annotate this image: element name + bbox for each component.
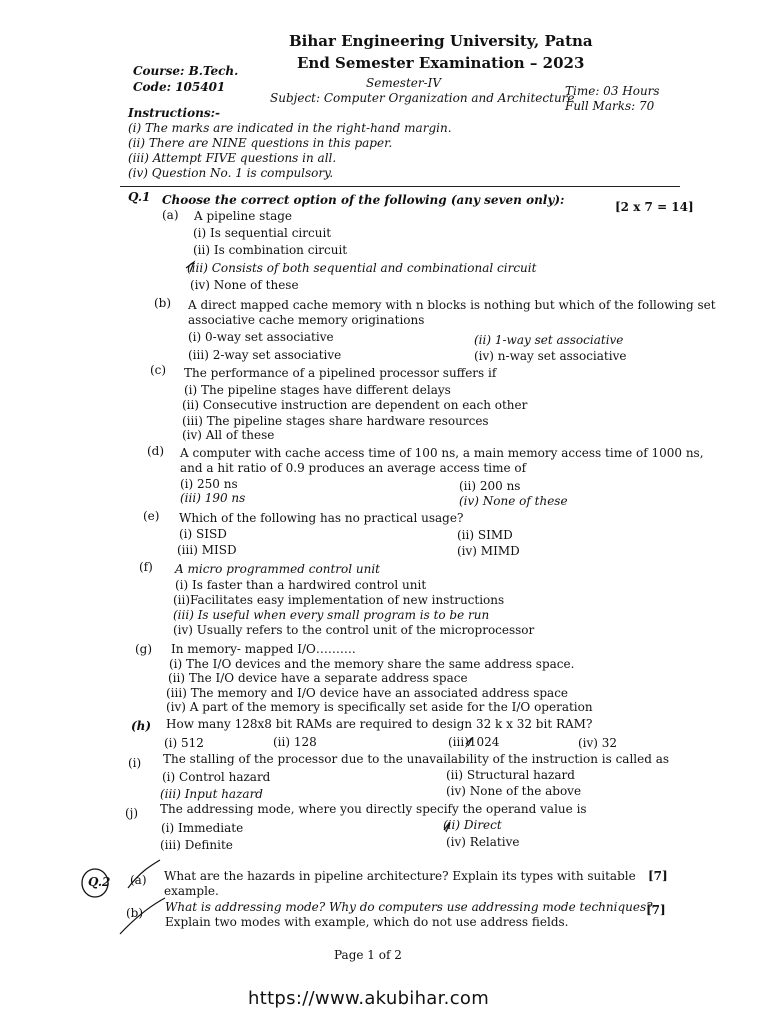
instruction-item: (iii) Attempt FIVE questions in all. xyxy=(128,151,337,165)
q1i-option: (i) Control hazard xyxy=(162,770,271,784)
q1f-option: (i) Is faster than a hardwired control unit xyxy=(175,578,427,592)
q1e-option: (iii) MISD xyxy=(177,543,237,557)
course: Course: B.Tech. xyxy=(133,64,239,78)
q1f-option: (iii) Is useful when every small program is to be run xyxy=(173,608,490,622)
q1h-label: (h) xyxy=(131,719,152,733)
q1j-option: (ii) Direct xyxy=(443,818,502,832)
q1a-option: (ii) Is combination circuit xyxy=(193,243,348,257)
q1h-option: (ii) 128 xyxy=(273,735,317,749)
q1d-stem: A computer with cache access time of 100 ns, a main memory access time of 1000 ns, xyxy=(180,446,704,460)
exam-title: End Semester Examination – 2023 xyxy=(297,54,585,72)
q1d-option: (ii) 200 ns xyxy=(459,479,521,493)
instruction-item: (i) The marks are indicated in the right-hand margin. xyxy=(128,121,452,135)
q1e-option: (i) SISD xyxy=(179,527,227,541)
q1g-label: (g) xyxy=(135,642,153,656)
q1j-option: (iii) Definite xyxy=(160,838,233,852)
q1b-option: (i) 0-way set associative xyxy=(188,330,334,344)
q1d-label: (d) xyxy=(147,444,165,458)
q1b-option: (iii) 2-way set associative xyxy=(188,348,342,362)
q1g-option: (iv) A part of the memory is specifically set aside for the I/O operation xyxy=(166,700,593,714)
q1c-option: (iii) The pipeline stages share hardware resources xyxy=(182,414,489,428)
q2a-text: What are the hazards in pipeline architecture? Explain its types with suitable xyxy=(164,869,636,883)
q1j-stem: The addressing mode, where you directly specify the operand value is xyxy=(160,802,587,816)
q1j-option: (iv) Relative xyxy=(446,835,520,849)
q1c-option: (ii) Consecutive instruction are dependent on each other xyxy=(182,398,528,412)
q1h-option: (iii)1024 xyxy=(448,735,500,749)
q1c-option: (i) The pipeline stages have different delays xyxy=(184,383,451,397)
q1a-option: (iii) Consists of both sequential and combinational circuit xyxy=(187,261,537,275)
subject: Subject: Computer Organization and Architecture xyxy=(270,91,575,105)
q2a-marks: [7] xyxy=(648,869,668,883)
q1e-stem: Which of the following has no practical usage? xyxy=(179,511,464,525)
q1b-stem: A direct mapped cache memory with n blocks is nothing but which of the following set xyxy=(188,298,716,312)
q2b-text: What is addressing mode? Why do computers use addressing mode techniques? xyxy=(165,900,653,914)
full-marks: Full Marks: 70 xyxy=(565,99,655,113)
q1c-label: (c) xyxy=(150,363,167,377)
q1g-option: (ii) The I/O device have a separate address space xyxy=(168,671,468,685)
q1h-stem: How many 128x8 bit RAMs are required to design 32 k x 32 bit RAM? xyxy=(166,717,593,731)
q1a-option: (iv) None of these xyxy=(190,278,299,292)
q1j-label: (j) xyxy=(125,806,139,820)
q1e-option: (ii) SIMD xyxy=(457,528,513,542)
page-number: Page 1 of 2 xyxy=(334,948,402,962)
q1b-option: (iv) n-way set associative xyxy=(474,349,627,363)
q1i-option: (iv) None of the above xyxy=(446,784,582,798)
q1c-stem: The performance of a pipelined processor suffers if xyxy=(184,366,497,380)
q1i-option: (ii) Structural hazard xyxy=(446,768,575,782)
q1d-stem: and a hit ratio of 0.9 produces an average access time of xyxy=(180,461,527,475)
q1i-option: (iii) Input hazard xyxy=(160,787,263,801)
q1g-option: (i) The I/O devices and the memory share the same address space. xyxy=(169,657,575,671)
q1e-option: (iv) MIMD xyxy=(457,544,520,558)
q1f-label: (f) xyxy=(139,560,153,574)
q1-title: Choose the correct option of the following (any seven only): xyxy=(162,193,565,207)
q1f-option: (ii)Facilitates easy implementation of new instructions xyxy=(173,593,505,607)
q2-number: Q.2 xyxy=(88,875,111,889)
q1b-label: (b) xyxy=(154,296,172,310)
q1i-label: (i) xyxy=(128,756,142,770)
q2b-text: Explain two modes with example, which do not use address fields. xyxy=(165,915,569,929)
q1d-option: (i) 250 ns xyxy=(180,477,238,491)
q1-number: Q.1 xyxy=(128,190,151,204)
q1-marks: [2 x 7 = 14] xyxy=(615,200,694,214)
q1f-option: (iv) Usually refers to the control unit of the microprocessor xyxy=(173,623,535,637)
q1i-stem: The stalling of the processor due to the unavailability of the instruction is called as xyxy=(163,752,670,766)
q1g-option: (iii) The memory and I/O device have an associated address space xyxy=(166,686,569,700)
divider xyxy=(120,186,680,187)
semester: Semester-IV xyxy=(366,76,442,90)
q2a-label: (a) xyxy=(130,873,147,887)
instruction-item: (iv) Question No. 1 is compulsory. xyxy=(128,166,334,180)
instructions-title: Instructions:- xyxy=(128,106,220,120)
q1h-option: (iv) 32 xyxy=(578,736,618,750)
q1d-option: (iii) 190 ns xyxy=(180,491,246,505)
q1d-option: (iv) None of these xyxy=(459,494,568,508)
code: Code: 105401 xyxy=(133,80,226,94)
q2b-label: (b) xyxy=(126,906,144,920)
q1h-option: (i) 512 xyxy=(164,736,204,750)
university-name: Bihar Engineering University, Patna xyxy=(289,32,593,50)
q1a-label: (a) xyxy=(162,208,179,222)
q1c-option: (iv) All of these xyxy=(182,428,275,442)
time: Time: 03 Hours xyxy=(565,84,660,98)
q1f-stem: A micro programmed control unit xyxy=(175,562,380,576)
q1b-stem: associative cache memory originations xyxy=(188,313,425,327)
q1j-option: (i) Immediate xyxy=(161,821,244,835)
q1a-stem: A pipeline stage xyxy=(194,209,293,223)
q1g-stem: In memory- mapped I/O………. xyxy=(171,642,356,656)
website-url[interactable]: https://www.akubihar.com xyxy=(248,988,490,1009)
instruction-item: (ii) There are NINE questions in this paper. xyxy=(128,136,393,150)
q2a-text: example. xyxy=(164,884,219,898)
q1a-option: (i) Is sequential circuit xyxy=(193,226,332,240)
q1e-label: (e) xyxy=(143,509,160,523)
q2b-marks: [7] xyxy=(646,903,666,917)
q1b-option: (ii) 1-way set associative xyxy=(474,333,624,347)
